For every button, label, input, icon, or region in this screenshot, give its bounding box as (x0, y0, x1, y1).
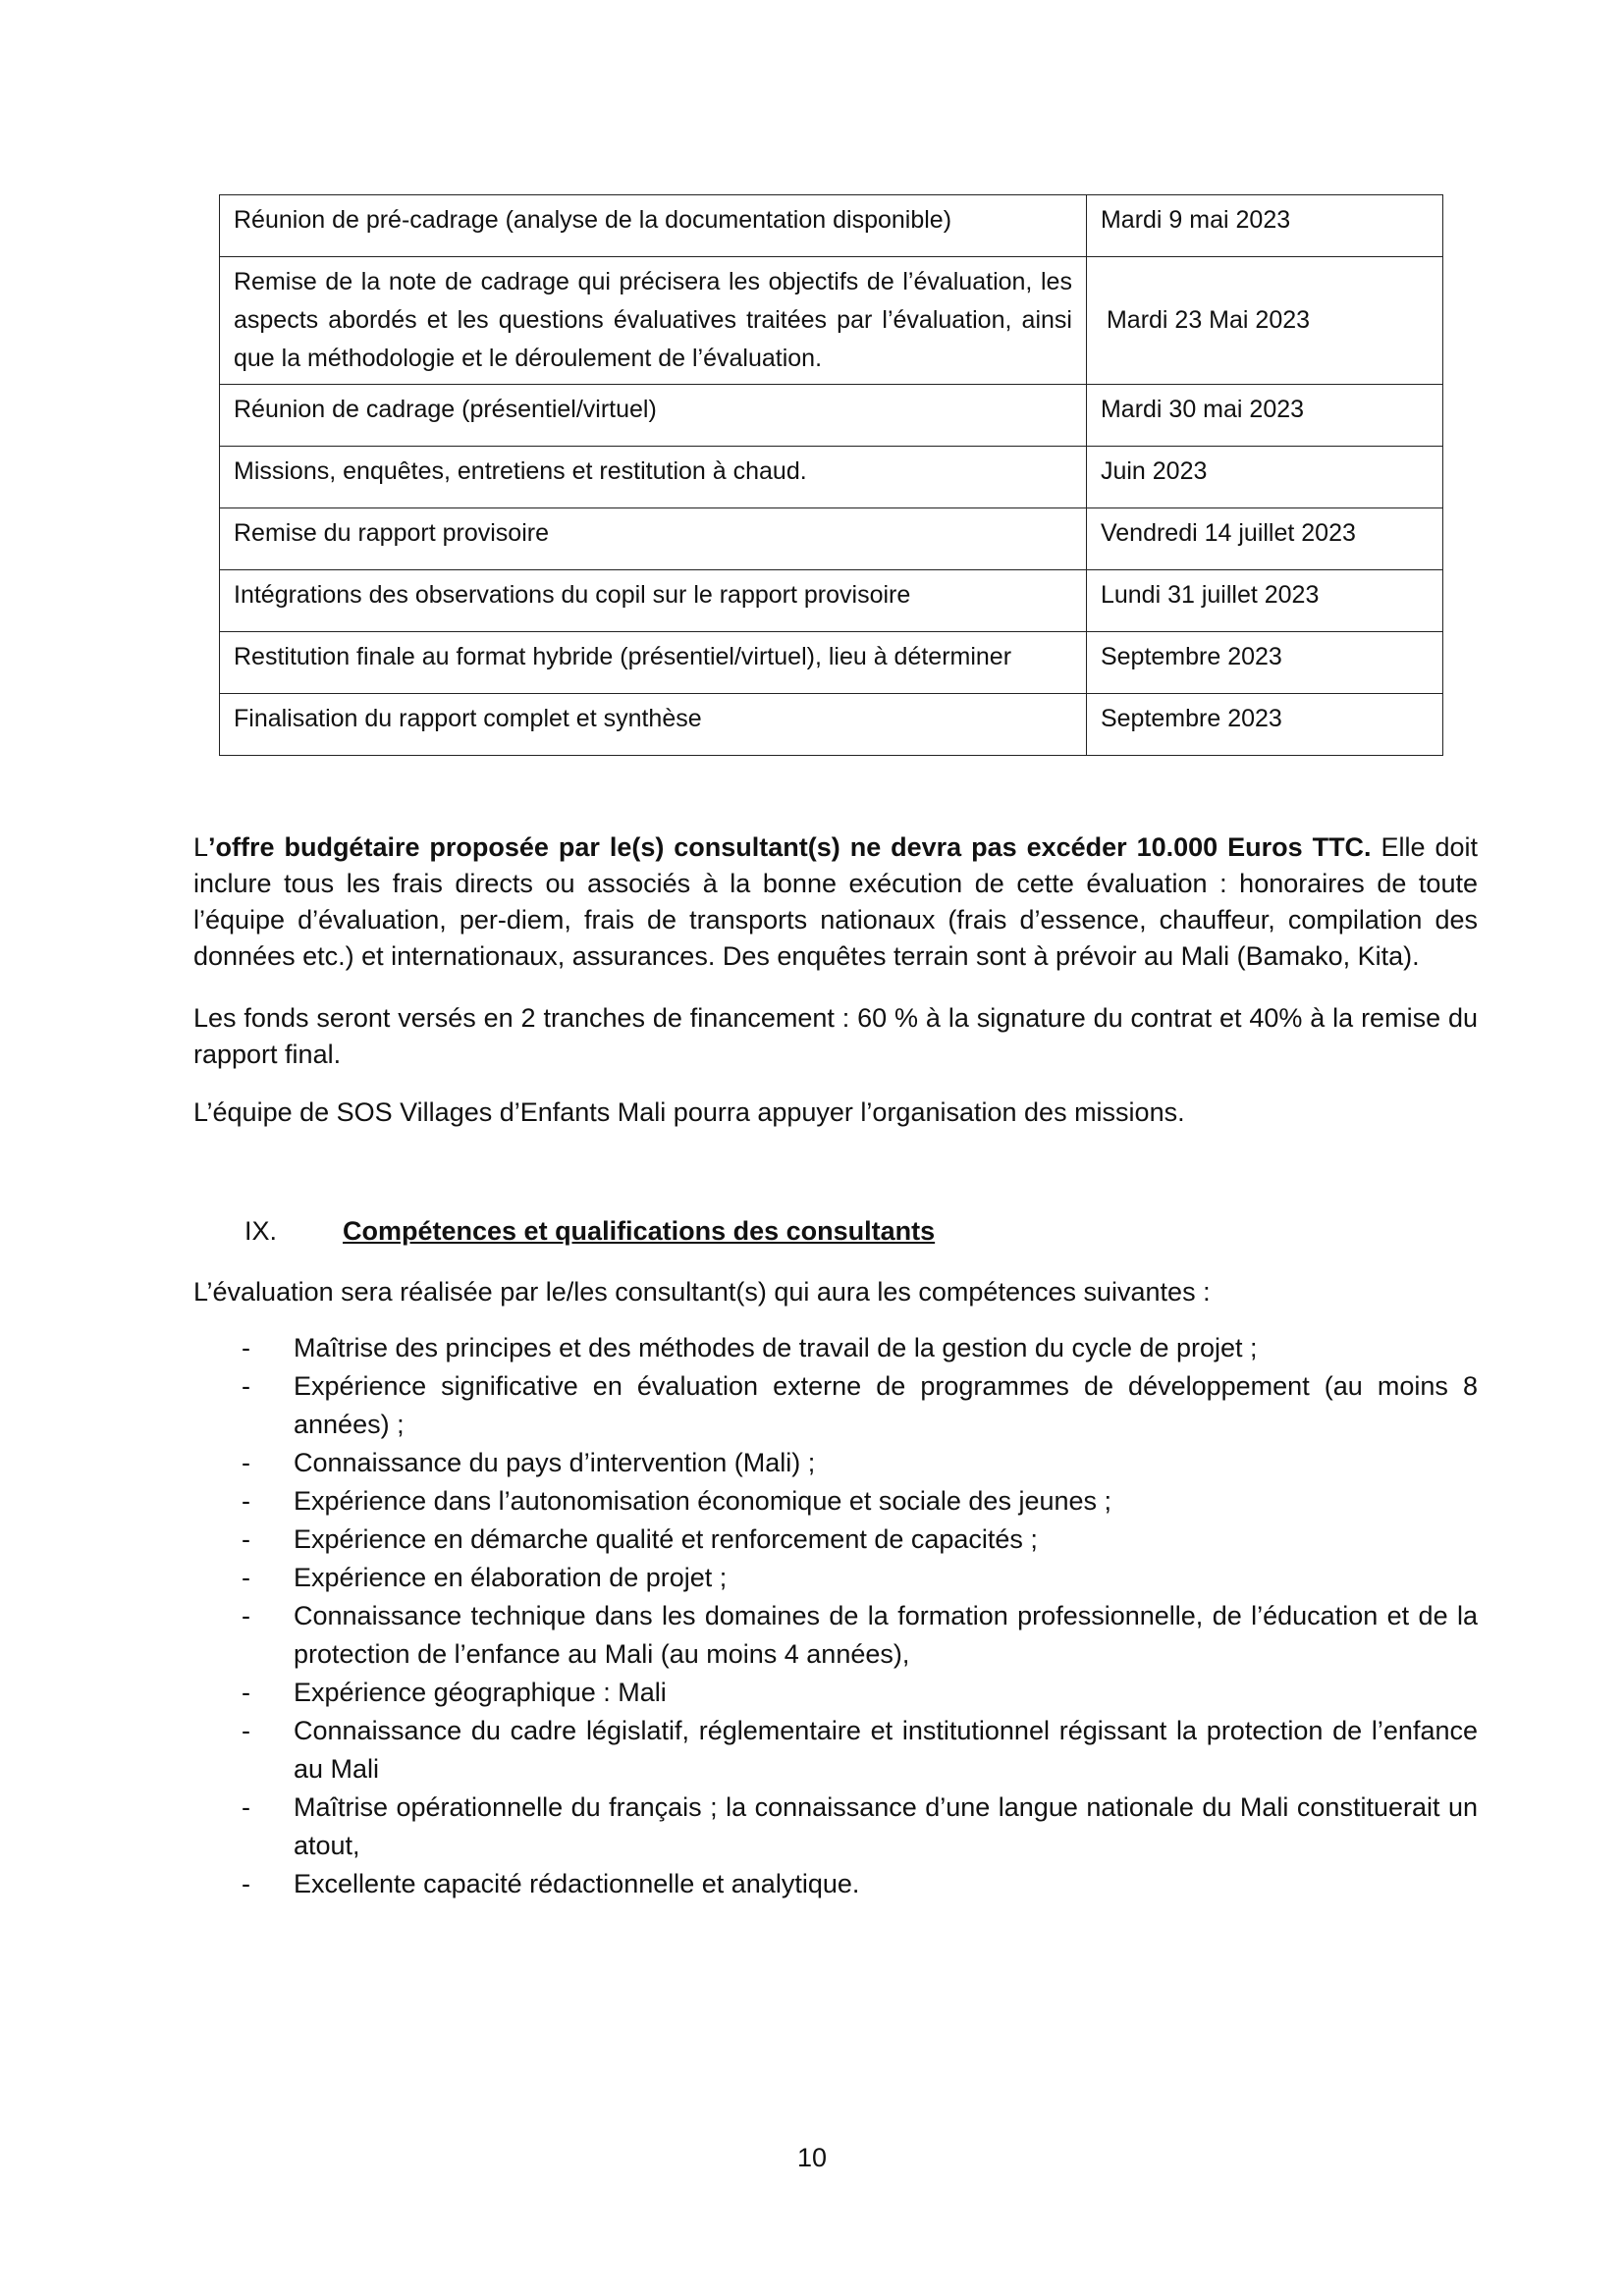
schedule-date: Juin 2023 (1086, 447, 1442, 508)
table-row (220, 632, 1443, 694)
section-number: IX. (244, 1216, 278, 1246)
table-row (220, 694, 1443, 756)
schedule-step: Intégrations des observations du copil sur le rapport provisoire (220, 570, 1087, 632)
list-dash: - (242, 1716, 250, 1745)
list-dash: - (242, 1601, 250, 1630)
budget-rest-text: Elle doit inclure tous les frais directs ou associés à la bonne exécution de cette évaluation : honoraires de toute l’équipe d’évaluation, per-diem, frais de transports nationaux (frais d’essence, chauffeur, compilation des données etc.) et internationaux, assurances. Des enquêtes terrain sont à prévoir au Mali (Bamako, Kita). (193, 832, 1478, 971)
schedule-date: Lundi 31 juillet 2023 (1086, 570, 1442, 632)
list-dash: - (242, 1563, 250, 1592)
list-dash: - (242, 1869, 250, 1898)
list-item-text: Expérience significative en évaluation externe de programmes de développement (au moins 8 années) ; (294, 1371, 1478, 1439)
schedule-date: Mardi 23 Mai 2023 (1086, 257, 1442, 385)
schedule-step: Remise du rapport provisoire (220, 508, 1087, 570)
list-item-text: Connaissance technique dans les domaines de la formation professionnelle, de l’éducation et de la protection de l’enfance au Mali (au moins 4 années), (294, 1601, 1478, 1669)
list-item (193, 1712, 1478, 1789)
list-item-text: Maîtrise des principes et des méthodes de travail de la gestion du cycle de projet ; (294, 1333, 1258, 1362)
budget-lead: L (193, 832, 209, 862)
table-row (220, 447, 1443, 508)
support-paragraph: L’équipe de SOS Villages d’Enfants Mali pourra appuyer l’organisation des missions. (193, 1097, 1185, 1127)
list-dash: - (242, 1448, 250, 1477)
list-item (193, 1597, 1478, 1674)
table-row (220, 508, 1443, 570)
schedule-date: Mardi 30 mai 2023 (1086, 385, 1442, 447)
list-item (193, 1521, 1478, 1559)
list-dash: - (242, 1678, 250, 1707)
list-item (193, 1559, 1478, 1597)
list-dash: - (242, 1486, 250, 1516)
schedule-step: Réunion de cadrage (présentiel/virtuel) (220, 385, 1087, 447)
list-item (193, 1444, 1478, 1482)
list-item (193, 1329, 1478, 1367)
list-item-text: Expérience dans l’autonomisation économique et sociale des jeunes ; (294, 1486, 1112, 1516)
budget-paragraph (193, 829, 1478, 975)
budget-bold-text: ’offre budgétaire proposée par le(s) consultant(s) ne devra pas excéder 10.000 Euros TTC. (208, 832, 1372, 862)
schedule-date: Septembre 2023 (1086, 632, 1442, 694)
list-item-text: Expérience en démarche qualité et renforcement de capacités ; (294, 1524, 1038, 1554)
list-item (193, 1865, 1478, 1903)
page-number: 10 (796, 2143, 828, 2172)
list-item-text: Expérience géographique : Mali (294, 1678, 667, 1707)
list-item (193, 1674, 1478, 1712)
schedule-step: Restitution finale au format hybride (présentiel/virtuel), lieu à déterminer (220, 632, 1087, 694)
schedule-step: Missions, enquêtes, entretiens et restitution à chaud. (220, 447, 1087, 508)
funding-paragraph: Les fonds seront versés en 2 tranches de financement : 60 % à la signature du contrat et 40% à la remise du rapport final. (193, 1003, 1478, 1069)
schedule-table (219, 194, 1443, 756)
section-title: Compétences et qualifications des consultants (343, 1216, 936, 1246)
list-dash: - (242, 1371, 250, 1401)
list-item-text: Excellente capacité rédactionnelle et analytique. (294, 1869, 860, 1898)
list-item-text: Connaissance du cadre législatif, réglementaire et institutionnel régissant la protection de l’enfance au Mali (294, 1716, 1478, 1784)
competency-list (193, 1329, 1478, 1903)
schedule-step: Finalisation du rapport complet et synthèse (220, 694, 1087, 756)
schedule-date: Mardi 9 mai 2023 (1086, 195, 1442, 257)
schedule-step: Réunion de pré-cadrage (analyse de la documentation disponible) (220, 195, 1087, 257)
list-item-text: Connaissance du pays d’intervention (Mali) ; (294, 1448, 816, 1477)
intro-paragraph: L’évaluation sera réalisée par le/les consultant(s) qui aura les compétences suivantes : (193, 1277, 1211, 1307)
table-row (220, 195, 1443, 257)
list-item-text: Expérience en élaboration de projet ; (294, 1563, 728, 1592)
table-row (220, 385, 1443, 447)
table-row (220, 257, 1443, 385)
list-item-text: Maîtrise opérationnelle du français ; la connaissance d’une langue nationale du Mali constituerait un atout, (294, 1792, 1478, 1860)
schedule-date: Septembre 2023 (1086, 694, 1442, 756)
list-dash: - (242, 1333, 250, 1362)
list-item (193, 1367, 1478, 1444)
schedule-step: Remise de la note de cadrage qui précisera les objectifs de l’évaluation, les aspects abordés et les questions évaluatives traitées par l’évaluation, ainsi que la méthodologie et le déroulement de l’évaluation. (220, 257, 1087, 385)
list-item (193, 1789, 1478, 1865)
list-dash: - (242, 1524, 250, 1554)
table-row (220, 570, 1443, 632)
list-dash: - (242, 1792, 250, 1822)
list-item (193, 1482, 1478, 1521)
schedule-date: Vendredi 14 juillet 2023 (1086, 508, 1442, 570)
